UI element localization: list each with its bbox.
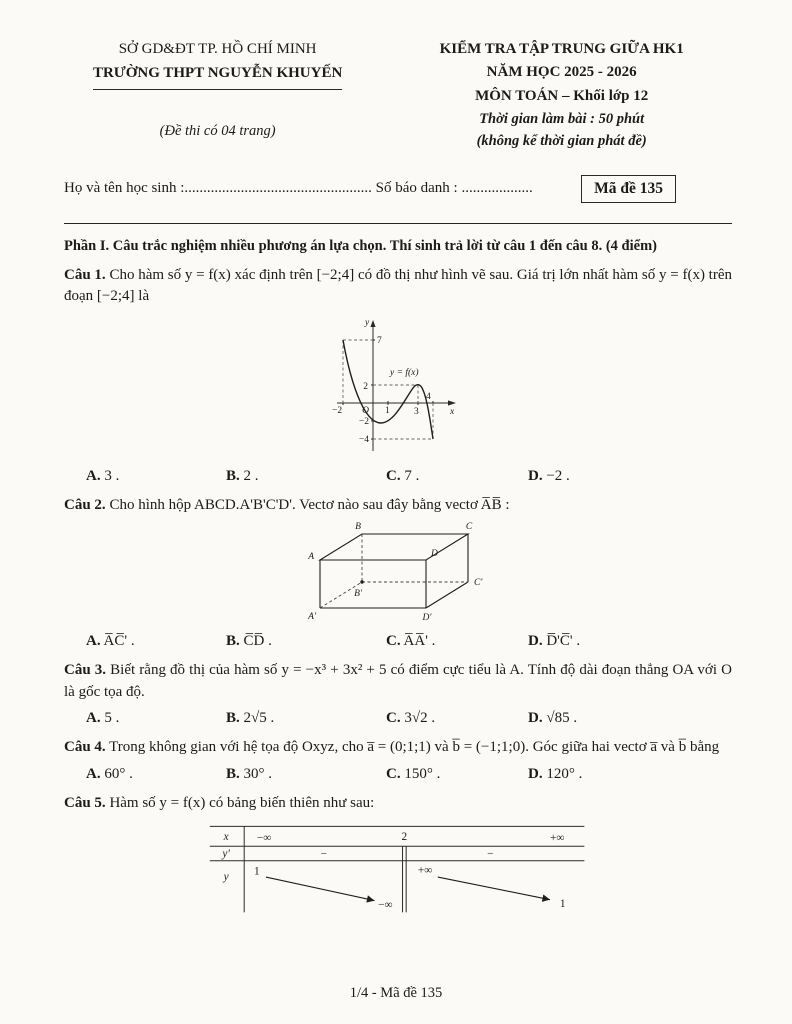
school-name: TRƯỜNG THPT NGUYỄN KHUYẾN [64,62,371,89]
answer-option-c [386,468,528,485]
answer-option-d [528,633,732,650]
answer-key: D. [528,710,543,727]
tick-label-2: 2 [363,382,368,393]
question-1-answers [64,468,732,485]
vertex-label-B2: B' [354,588,362,599]
question-2-text-row [64,495,732,517]
page-footer: 1/4 - Mã đề 135 [349,985,443,1001]
question-4 [64,737,732,783]
variation-table [208,818,588,918]
answer-option-d [528,468,732,485]
vertex-label-D: D [431,548,438,559]
vertex-label-D2: D' [422,612,432,623]
school-year: NĂM HỌC 2025 - 2026 [486,64,637,81]
question-text: Biết rằng đồ thị của hàm số y = −x³ + 3x² + 5 có điểm cực tiểu là A. Tính độ dài đoạn thẳng OA với O là gốc tọa độ. [64,661,732,700]
school-block [64,38,371,153]
answer-text: 60° . [104,766,133,783]
answer-text: 150° . [404,766,441,783]
exam-header [64,38,732,153]
answer-option-b [226,633,386,650]
x-axis-label: x [450,407,455,418]
sign-left: − [320,848,327,861]
y-right-end: 1 [559,897,566,910]
tick-label-7: 7 [377,336,382,347]
y-left-start: 1 [254,865,260,878]
answer-option-a [86,468,226,485]
question-text: Hàm số y = f(x) có bảng biến thiên như sau: [109,795,375,812]
question-2-answers [64,633,732,650]
answer-text: 3√2 . [404,710,436,727]
vertex-label-C2: C' [474,577,483,588]
curve-label: y = f(x) [390,368,419,379]
question-4-text-row [64,737,732,759]
answer-key: B. [226,468,240,485]
answer-text: 3 . [104,468,120,485]
answer-key: A. [86,632,101,649]
answer-option-a [86,633,226,650]
function-graph [323,311,473,461]
exam-code-box: Mã đề 135 [581,175,676,203]
answer-option-c [386,766,528,783]
hidden-edges [320,534,468,608]
question-label: Câu 2. [64,497,106,514]
answer-key: A. [86,710,101,727]
exam-title-block [391,38,732,153]
tick-label-minus2-y: −2 [358,417,369,428]
solid-edges [320,534,468,608]
question-3-text-row [64,660,732,704]
question-text: Cho hình hộp ABCD.A'B'C'D'. Vectơ nào sau đây bằng vectơ A̅B̅ : [109,497,510,514]
arrow-lines [266,877,550,901]
tick-label-minus4: −4 [358,435,369,446]
answer-option-a [86,710,226,727]
sign-right: − [487,848,494,861]
answer-text: −2 . [546,468,570,485]
pages-note: (Đề thi có 04 trang) [159,122,276,139]
answer-text: C̅D̅ . [243,632,272,649]
part1-title: Phần I. Câu trắc nghiệm nhiều phương án lựa chọn. Thí sinh trả lời từ câu 1 đến câu 8. (4 điểm) [64,237,657,254]
row-label-x: x [223,830,229,843]
student-name-line: Họ và tên học sinh :.................................................. Số báo danh : ................... [64,180,533,197]
answer-key: C. [386,766,401,783]
tick-label-3: 3 [414,407,419,418]
answer-option-c [386,710,528,727]
subject-line: MÔN TOÁN – Khối lớp 12 [475,87,649,104]
question-text: Cho hàm số y = f(x) xác định trên [−2;4] có đồ thị như hình vẽ sau. Giá trị lớn nhất hàm số y = f(x) trên đoạn [−2;4] là [64,266,733,305]
answer-key: B. [226,632,240,649]
answer-option-d [528,710,732,727]
x-value-2: 2 [401,830,408,843]
answer-key: A. [86,468,101,485]
question-label: Câu 1. [64,266,106,283]
y-right-start: +∞ [417,864,433,877]
exam-title: KIỂM TRA TẬP TRUNG GIỮA HK1 [439,41,684,57]
answer-text: 5 . [104,710,120,727]
answer-key: C. [386,710,401,727]
answer-option-b [226,766,386,783]
origin-label: O [362,406,369,417]
answer-option-b [226,468,386,485]
answer-text: 2√5 . [243,710,275,727]
y-axis-label: y [365,318,370,329]
question-1-text-row [64,265,732,309]
question-label: Câu 3. [64,661,107,678]
question-4-answers [64,766,732,783]
question-5 [64,793,732,918]
vertex-label-A: A [308,551,314,562]
question2-figure [64,520,732,626]
question5-figure [64,818,732,918]
answer-key: C. [386,468,401,485]
row-label-y: y [223,870,229,883]
vertex-label-C: C [465,521,473,532]
answer-text: √85 . [546,710,578,727]
dashed-guide-lines [343,340,433,439]
question-3 [64,660,732,728]
question-2 [64,495,732,650]
answer-option-b [226,710,386,727]
answer-key: D. [528,468,543,485]
question-5-text-row [64,793,732,815]
vertex-label-B: B [355,521,361,532]
y-left-end: −∞ [378,898,393,911]
answer-option-d [528,766,732,783]
x-value-pos-inf: +∞ [550,831,565,844]
answer-text: 120° . [546,766,583,783]
answer-key: D. [528,766,543,783]
question-text: Trong không gian với hệ tọa độ Oxyz, cho a̅ = (0;1;1) và b̅ = (−1;1;0). Góc giữa hai vectơ a̅ và b̅ bằng [109,739,720,756]
student-info-row [64,175,732,203]
question-1 [64,265,732,486]
tick-label-minus2-x: −2 [332,406,343,417]
answer-text: 2 . [243,468,259,485]
question-label: Câu 4. [64,739,106,756]
department-name: SỞ GD&ĐT TP. HỒ CHÍ MINH [118,41,317,57]
tick-label-4: 4 [426,392,431,403]
question-label: Câu 5. [64,795,106,812]
answer-key: D. [528,632,543,649]
vertex-label-A2: A' [308,611,316,622]
x-axis-arrow-icon [448,401,456,406]
divider-line [64,223,732,224]
answer-text: A̅A̅' . [403,632,436,649]
question-3-answers [64,710,732,727]
row-label-y-prime: y' [222,848,230,861]
y-axis-arrow-icon [370,320,375,327]
answer-key: A. [86,766,101,783]
answer-key: C. [386,632,401,649]
duration-note: (không kể thời gian phát đề) [476,133,647,150]
parallelepiped-figure [298,520,498,626]
answer-option-c [386,633,528,650]
x-value-neg-inf: −∞ [256,831,272,844]
function-curve [343,340,433,439]
answer-text: D̅'C̅' . [546,632,581,649]
answer-key: B. [226,710,240,727]
duration-line: Thời gian làm bài : 50 phút [479,110,645,127]
answer-text: 30° . [243,766,273,783]
answer-option-a [86,766,226,783]
vertex-dot [360,580,363,583]
answer-text: A̅C̅' . [103,632,135,649]
tick-label-1: 1 [385,406,390,417]
question1-figure [64,311,732,461]
answer-text: 7 . [404,468,420,485]
answer-key: B. [226,766,240,783]
tick-marks [343,340,433,439]
